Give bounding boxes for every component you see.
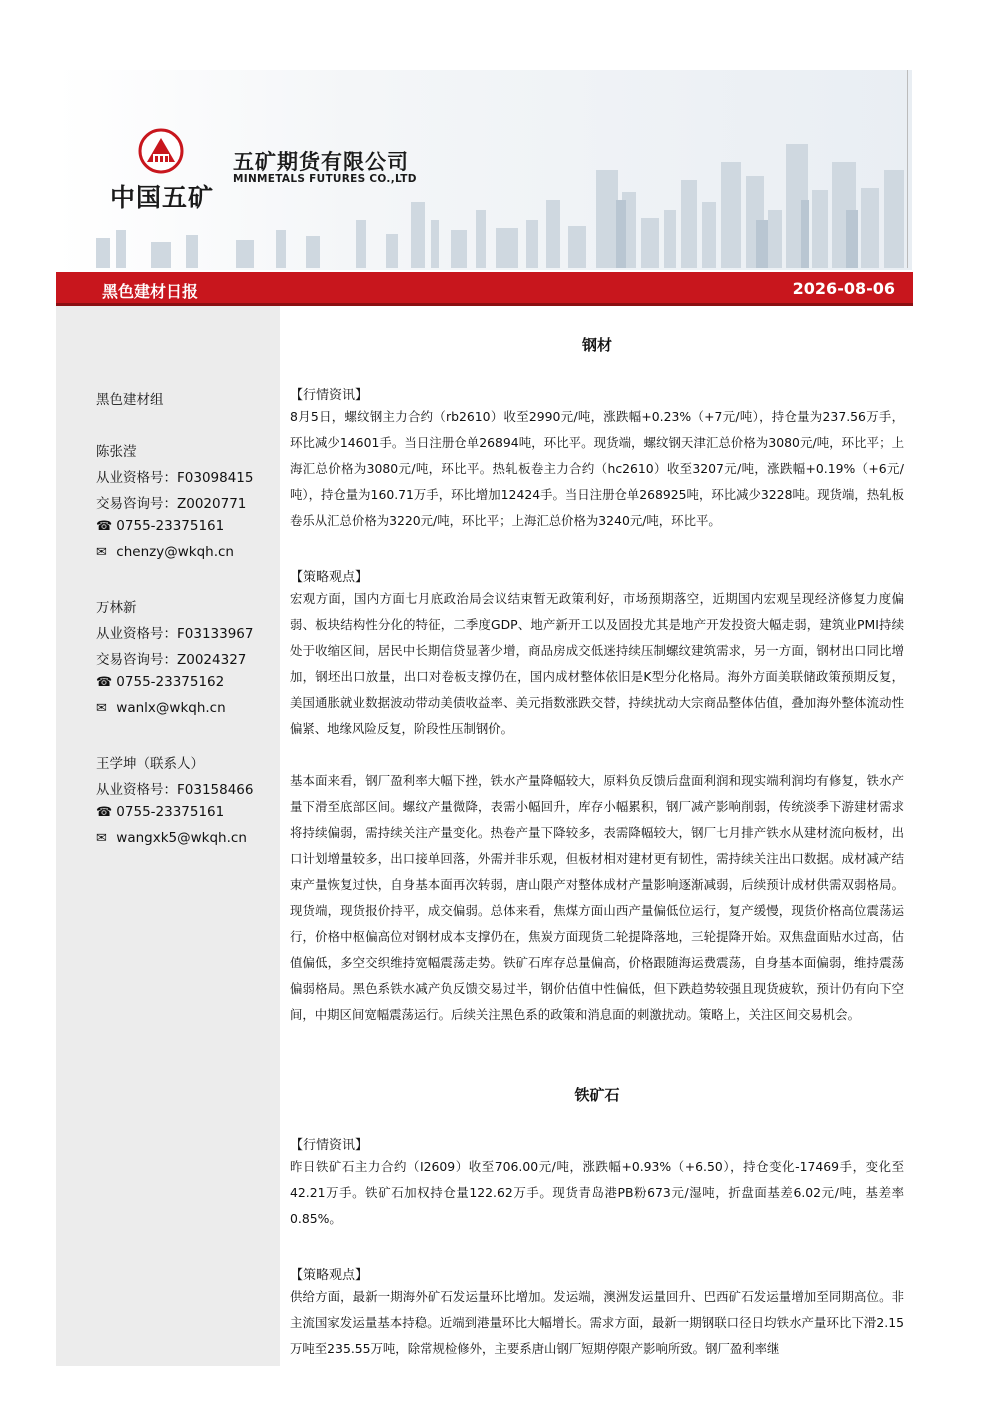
team-name: 黑色建材组 — [96, 392, 164, 408]
email-address[interactable]: wanlx@wkqh.cn — [116, 700, 226, 716]
phone-number: 0755-23375161 — [116, 804, 225, 820]
section-title-steel: 钢材 — [581, 336, 612, 354]
analyst-email[interactable] — [96, 544, 234, 560]
analyst-phone — [96, 674, 224, 690]
phone-icon: ☎ — [96, 805, 113, 820]
analyst-name: 王学坤（联系人） — [96, 756, 204, 772]
analyst-consult-id: 交易咨询号：Z0024327 — [96, 652, 247, 668]
strategy-heading: 【策略观点】 — [290, 1268, 369, 1283]
steel-market-paragraph: 8月5日，螺纹钢主力合约（rb2610）收至2990元/吨，涨跌幅+0.23%（+7元/吨），持仓量为237.56万手，环比减少14601手。当日注册仓单26894吨，环比平。现货端，螺纹钢天津汇总价格为3080元/吨，环比平；上海汇总价格为3080元/吨，环比平。热轧板卷主力合约（hc2610）收至3207元/吨，涨跌幅+0.19%（+6元/吨），持仓量为160.71万手，环比增加12424手。当日注册仓单268925吨，环比减少3228吨。现货端，热轧板卷乐从汇总价格为3220元/吨，环比平；上海汇总价格为3240元/吨，环比平。 — [290, 409, 904, 528]
iron-ore-strategy-paragraph: 供给方面，最新一期海外矿石发运量环比增加。发运端，澳洲发运量回升、巴西矿石发运量增加至同期高位。非主流国家发运量基本持稳。近端到港量环比大幅增长。需求方面，最新一期钢联口径日均铁水产量环比下滑2.15万吨至235.55万吨，除常规检修外，主要系唐山钢厂短期停限产影响所致。钢厂盈利率继 — [290, 1289, 904, 1356]
analyst-email[interactable] — [96, 830, 247, 846]
company-name-en: MINMETALS FUTURES CO.,LTD — [233, 173, 417, 185]
city-skyline-image — [56, 70, 912, 270]
steel-strategy-macro-paragraph: 宏观方面，国内方面七月底政治局会议结束暂无政策利好，市场预期落空，近期国内宏观呈现经济修复力度偏弱、板块结构性分化的特征，二季度GDP、地产新开工以及固投尤其是地产开发投资大幅走弱，建筑业PMI持续处于收缩区间，居民中长期信贷显著少增，商品房成交低迷持续压制螺纹建筑需求，另一方面，钢材出口同比增加，钢坯出口放量，出口对卷板支撑仍在，国内成材整体依旧是K型分化格局。海外方面美联储政策预期反复，美国通胀就业数据波动带动美债收益率、美元指数涨跌交替，持续扰动大宗商品整体估值，叠加海外整体流动性偏紧、地缘风险反复，阶段性压制钢价。 — [290, 591, 904, 736]
report-date: 2026-08-06 — [792, 279, 895, 298]
phone-number: 0755-23375161 — [116, 518, 225, 534]
envelope-icon: ✉ — [96, 545, 107, 560]
phone-icon: ☎ — [96, 675, 113, 690]
analyst-license: 从业资格号：F03098415 — [96, 470, 254, 486]
email-address[interactable]: wangxk5@wkqh.cn — [116, 830, 247, 846]
analyst-email[interactable] — [96, 700, 226, 716]
phone-icon: ☎ — [96, 519, 113, 534]
minmetals-emblem-icon — [138, 128, 184, 174]
analyst-license: 从业资格号：F03133967 — [96, 626, 254, 642]
analyst-consult-id: 交易咨询号：Z0020771 — [96, 496, 247, 512]
strategy-heading: 【策略观点】 — [290, 570, 369, 585]
envelope-icon: ✉ — [96, 701, 107, 716]
header-right-rule — [907, 70, 908, 268]
phone-number: 0755-23375162 — [116, 674, 225, 690]
analyst-phone — [96, 518, 224, 534]
report-banner — [56, 272, 913, 306]
envelope-icon: ✉ — [96, 831, 107, 846]
section-title-iron-ore: 铁矿石 — [574, 1086, 620, 1104]
iron-ore-market-paragraph: 昨日铁矿石主力合约（I2609）收至706.00元/吨，涨跌幅+0.93%（+6.50），持仓变化-17469手，变化至42.21万手。铁矿石加权持仓量122.62万手。现货青岛港PB粉673元/湿吨，折盘面基差6.02元/吨，基差率0.85%。 — [290, 1159, 904, 1226]
report-title: 黑色建材日报 — [102, 282, 199, 301]
steel-strategy-fundamental-paragraph: 基本面来看，钢厂盈利率大幅下挫，铁水产量降幅较大，原料负反馈后盘面利润和现实端利润均有修复，铁水产量下滑至底部区间。螺纹产量微降，表需小幅回升，库存小幅累积，钢厂减产影响削弱，传统淡季下游建材需求将持续偏弱，需持续关注产量变化。热卷产量下降较多，表需降幅较大，钢厂七月排产铁水从建材流向板材，出口计划增量较多，出口接单回落，外需并非乐观，但板材相对建材更有韧性，需持续关注出口数据。成材减产结束产量恢复过快，自身基本面再次转弱，唐山限产对整体成材产量影响逐渐减弱，后续预计成材供需双弱格局。现货端，现货报价持平，成交偏弱。总体来看，焦煤方面山西产量偏低位运行，复产缓慢，现货价格高位震荡运行，价格中枢偏高位对钢材成本支撑仍在，焦炭方面现货二轮提降落地，三轮提降开始。双焦盘面贴水过高，估值偏低，多空交织维持宽幅震荡走势。铁矿石库存总量偏高，价格跟随海运费震荡，自身基本面偏弱，维持震荡偏弱格局。黑色系铁水减产负反馈交易过半，钢价估值中性偏低，但下跌趋势较强且现货疲软，预计仍有向下空间，中期区间宽幅震荡运行。后续关注黑色系的政策和消息面的刺激扰动。策略上，关注区间交易机会。 — [290, 773, 904, 1022]
logo-wordmark: 中国五矿 — [110, 183, 215, 212]
header-banner — [56, 70, 912, 270]
analyst-phone — [96, 804, 224, 820]
analyst-license: 从业资格号：F03158466 — [96, 782, 254, 798]
analyst-name: 万林新 — [96, 600, 137, 616]
email-address[interactable]: chenzy@wkqh.cn — [116, 544, 234, 560]
company-name-cn: 五矿期货有限公司 — [233, 150, 409, 174]
market-info-heading: 【行情资讯】 — [290, 388, 369, 403]
analyst-name: 陈张滢 — [96, 444, 137, 460]
market-info-heading: 【行情资讯】 — [290, 1138, 369, 1153]
